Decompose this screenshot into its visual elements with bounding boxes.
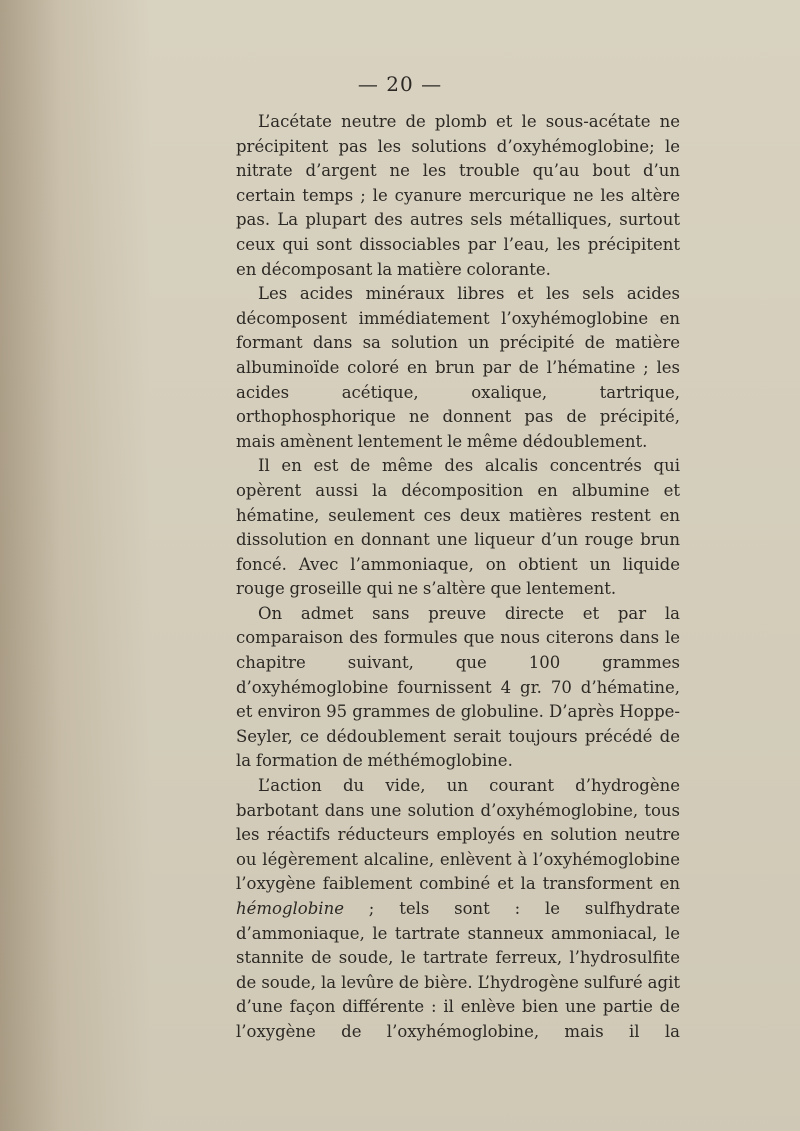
- page-number: — 20 —: [357, 72, 443, 96]
- paragraph-5: [236, 774, 680, 1045]
- paragraph-5-text-before: L’action du vide, un courant d’hydrogène barbotant dans une solution d’oxyhémoglobine, tous les réactifs réducteurs employés en solution neutre ou légèrement alcaline, enlèvent à l’oxyhémoglobine l’oxygène faiblement combiné et la transforment en: [236, 776, 680, 894]
- paragraph-1: L’acétate neutre de plomb et le sous-acétate ne précipitent pas les solutions d’oxyhémoglobine; le nitrate d’argent ne les trouble qu’au bout d’un certain temps ; le cyanure mercurique ne les altère pas. La plupart des autres sels métalliques, surtout ceux qui sont dissociables par l’eau, les précipitent en décomposant la matière colorante.: [236, 112, 680, 279]
- paragraph-4: On admet sans preuve directe et par la comparaison des formules que nous citerons dans le chapitre suivant, que 100 grammes d’oxyhémoglobine fournissent 4 gr. 70 d’hématine, et environ 95 grammes de globuline. D’après Hoppe-Seyler, ce dédoublement serait toujours précédé de la formation de méthémoglobine.: [236, 603, 680, 771]
- paragraph-5-text-after: ; tels sont : le sulfhydrate d’ammoniaque, le tartrate stanneux ammoniacal, le stannite de soude, le tartrate ferreux, l’hydrosulfite de soude, la levûre de bière. L’hydrogène sulfuré agit d’une façon différente : il enlève bien une partie de l’oxygène de l’oxyhémoglobine, mais il la: [236, 899, 680, 1041]
- paragraph-3: Il en est de même des alcalis concentrés qui opèrent aussi la décomposition en albumine et hématine, seulement ces deux matières restent en dissolution en donnant une liqueur d’un rouge brun foncé. Avec l’ammoniaque, on obtient un liquide rouge groseille qui ne s’altère que lentement.: [236, 456, 680, 599]
- italic-term-hemoglobine: hémoglobine: [236, 899, 344, 918]
- body-text: [236, 110, 680, 1045]
- paragraph-2: Les acides minéraux libres et les sels acides décomposent immédiatement l’oxyhémoglobine en formant dans sa solution un précipité de matière albuminoïde coloré en brun par de l’hématine ; les acides acétique, oxalique, tartrique, orthophosphorique ne donnent pas de précipité, mais amènent lentement le même dédoublement.: [236, 284, 680, 451]
